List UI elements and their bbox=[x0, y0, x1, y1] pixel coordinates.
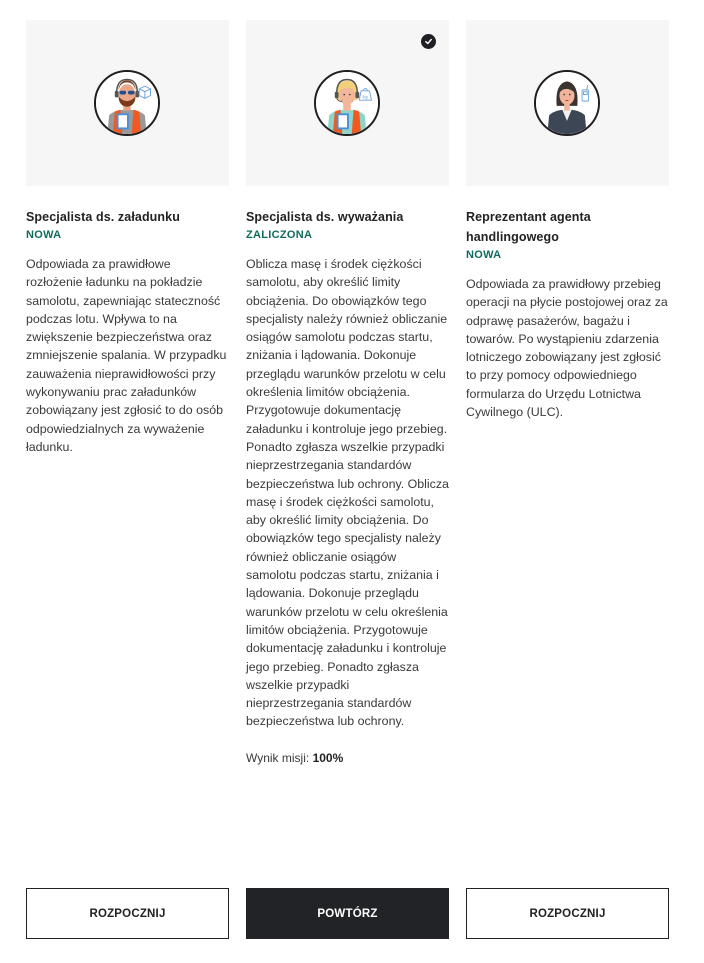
status-badge: ZALICZONA bbox=[246, 229, 313, 241]
status-badge: NOWA bbox=[26, 229, 62, 241]
status-badge: NOWA bbox=[466, 249, 502, 261]
mission-thumbnail bbox=[26, 20, 229, 186]
repeat-mission-button[interactable]: POWTÓRZ bbox=[246, 888, 449, 939]
handling-agent-avatar-icon bbox=[534, 70, 600, 136]
loader-worker-avatar-icon bbox=[94, 70, 160, 136]
start-mission-button[interactable]: ROZPOCZNIJ bbox=[26, 888, 229, 939]
mission-card-loading-specialist bbox=[26, 20, 229, 456]
score-value: 100% bbox=[312, 750, 344, 765]
mission-thumbnail bbox=[246, 20, 449, 186]
mission-title: Specjalista ds. załadunku bbox=[26, 210, 180, 224]
mission-card-handling-agent bbox=[466, 20, 669, 421]
start-mission-button[interactable]: ROZPOCZNIJ bbox=[466, 888, 669, 939]
check-circle-icon bbox=[421, 34, 436, 49]
mission-title: Specjalista ds. wyważania bbox=[246, 210, 404, 224]
load-controller-avatar-icon bbox=[314, 70, 380, 136]
mission-description: Odpowiada za prawidłowy przebieg operacji na płycie postojowej oraz za odprawę pasażerów, bagażu i towarów. Po wystąpieniu zdarzenia lotniczego zobowiązany jest zgłosić to przy pomocy odpowiedniego formularza do Urzędu Lotnictwa Cywilnego (ULC). bbox=[466, 277, 668, 420]
mission-description: Odpowiada za prawidłowe rozłożenie ładunku na pokładzie samolotu, zapewniając stateczność podczas lotu. Wpływa to na zwiększenie bezpieczeństwa oraz zmniejszenie spalania. W przypadku zauważenia nieprawidłowości przy wykonywaniu prac załadunków zobowiązany jest zgłosić to do osób odpowiedzialnych za wyważenie ładunku. bbox=[26, 257, 227, 454]
mission-card-balance-specialist bbox=[246, 20, 449, 767]
mission-description: Oblicza masę i środek ciężkości samolotu, aby określić limity obciążenia. Do obowiązków tego specjalisty należy również obliczanie osiągów samolotu podczas startu, zniżania i lądowania. Dokonuje przeglądu warunków przelotu w celu określenia limitów obciążenia. Przygotowuje dokumentację załadunku i kontroluje jego przebieg. Ponadto zgłasza wszelkie przypadki nieprzestrzegania standardów bezpieczeństwa lub ochrony. Oblicza masę i środek ciężkości samolotu, aby określić limity obciążenia. Do obowiązków tego specjalisty należy również obliczanie osiągów samolotu podczas startu, zniżania i lądowania. Dokonuje przeglądu warunków przelotu w celu określenia limitów obciążenia. Przygotowuje dokumentację załadunku i kontroluje jego przebieg. Ponadto zgłasza wszelkie przypadki nieprzestrzegania standardów bezpieczeństwa lub ochrony. bbox=[246, 257, 449, 729]
score-label: Wynik misji: bbox=[246, 750, 310, 765]
mission-thumbnail bbox=[466, 20, 669, 186]
mission-score bbox=[246, 749, 449, 767]
svg-text:kg: kg bbox=[362, 94, 368, 100]
mission-title: Reprezentant agenta handlingowego bbox=[466, 210, 591, 244]
